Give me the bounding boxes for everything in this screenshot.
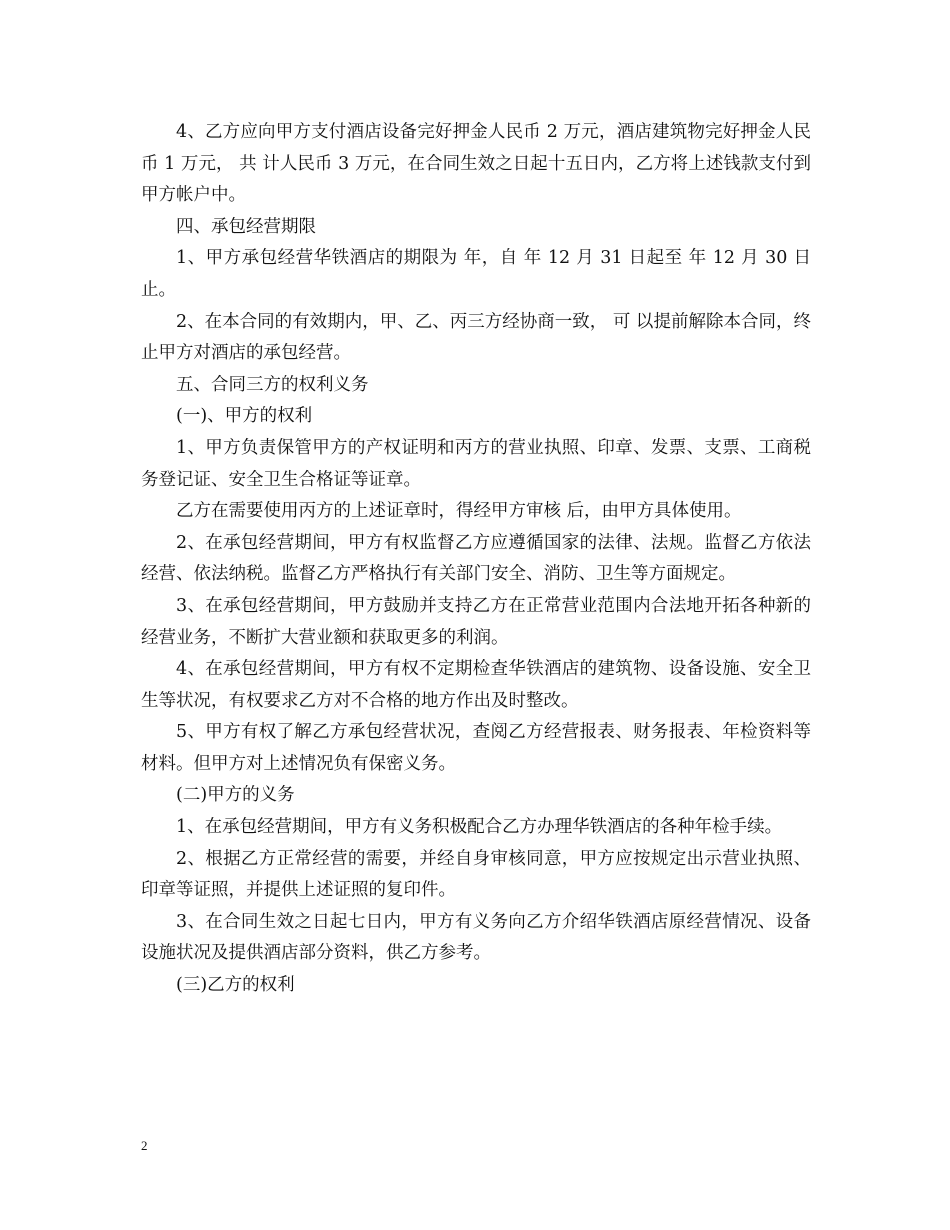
- subsection-heading-party-a-rights: (一)、甲方的权利: [176, 406, 313, 427]
- document-body: [141, 117, 811, 1002]
- paragraph-early-termination: 2、在本合同的有效期内，甲、乙、丙三方经协商一致， 可 以提前解除本合同，终止甲方对酒店的承包经营。: [141, 311, 811, 364]
- paragraph-term-period: 1、甲方承包经营华铁酒店的期限为 年，自 年 12 月 31 日起至 年 12 月 30 日止。: [141, 248, 811, 300]
- paragraph-a-rights-5: 5、甲方有权了解乙方承包经营状况，查阅乙方经营报表、财务报表、年检资料等材料。但甲方对上述情况负有保密义务。: [141, 722, 811, 774]
- paragraph-a-rights-4: 4、在承包经营期间，甲方有权不定期检查华铁酒店的建筑物、设备设施、安全卫生等状况，有权要求乙方对不合格的地方作出及时整改。: [141, 659, 811, 711]
- paragraph-deposit-payment: 4、乙方应向甲方支付酒店设备完好押金人民币 2 万元，酒店建筑物完好押金人民币 1 万元， 共 计人民币 3 万元，在合同生效之日起十五日内，乙方将上述钱款支付到甲方帐户中。: [141, 122, 811, 206]
- paragraph-a-obligations-3: 3、在合同生效之日起七日内，甲方有义务向乙方介绍华铁酒店原经营情况、设备设施状况及提供酒店部分资料，供乙方参考。: [141, 911, 811, 964]
- subsection-heading-party-a-obligations: (二)甲方的义务: [176, 785, 295, 806]
- paragraph-a-rights-2: 2、在承包经营期间，甲方有权监督乙方应遵循国家的法律、法规。监督乙方依法经营、依法纳税。监督乙方严格执行有关部门安全、消防、卫生等方面规定。: [141, 532, 811, 585]
- paragraph-a-rights-1: 1、甲方负责保管甲方的产权证明和丙方的营业执照、印章、发票、支票、工商税务登记证、安全卫生合格证等证章。: [141, 437, 811, 490]
- subsection-heading-party-b-rights: (三)乙方的权利: [176, 975, 295, 996]
- section-heading-rights-obligations: 五、合同三方的权利义务: [176, 374, 369, 395]
- page-number: 2: [141, 1138, 148, 1153]
- paragraph-a-obligations-1: 1、在承包经营期间，甲方有义务积极配合乙方办理华铁酒店的各种年检手续。: [176, 817, 783, 838]
- section-heading-term: 四、承包经营期限: [176, 216, 316, 237]
- paragraph-a-obligations-2: 2、根据乙方正常经营的需要，并经自身审核同意，甲方应按规定出示营业执照、印章等证照，并提供上述证照的复印件。: [141, 848, 811, 901]
- paragraph-a-rights-3: 3、在承包经营期间，甲方鼓励并支持乙方在正常营业范围内合法地开拓各种新的经营业务，不断扩大营业额和获取更多的利润。: [141, 595, 811, 648]
- paragraph-a-rights-1-note: 乙方在需要使用丙方的上述证章时，得经甲方审核 后，由甲方具体使用。: [176, 501, 742, 522]
